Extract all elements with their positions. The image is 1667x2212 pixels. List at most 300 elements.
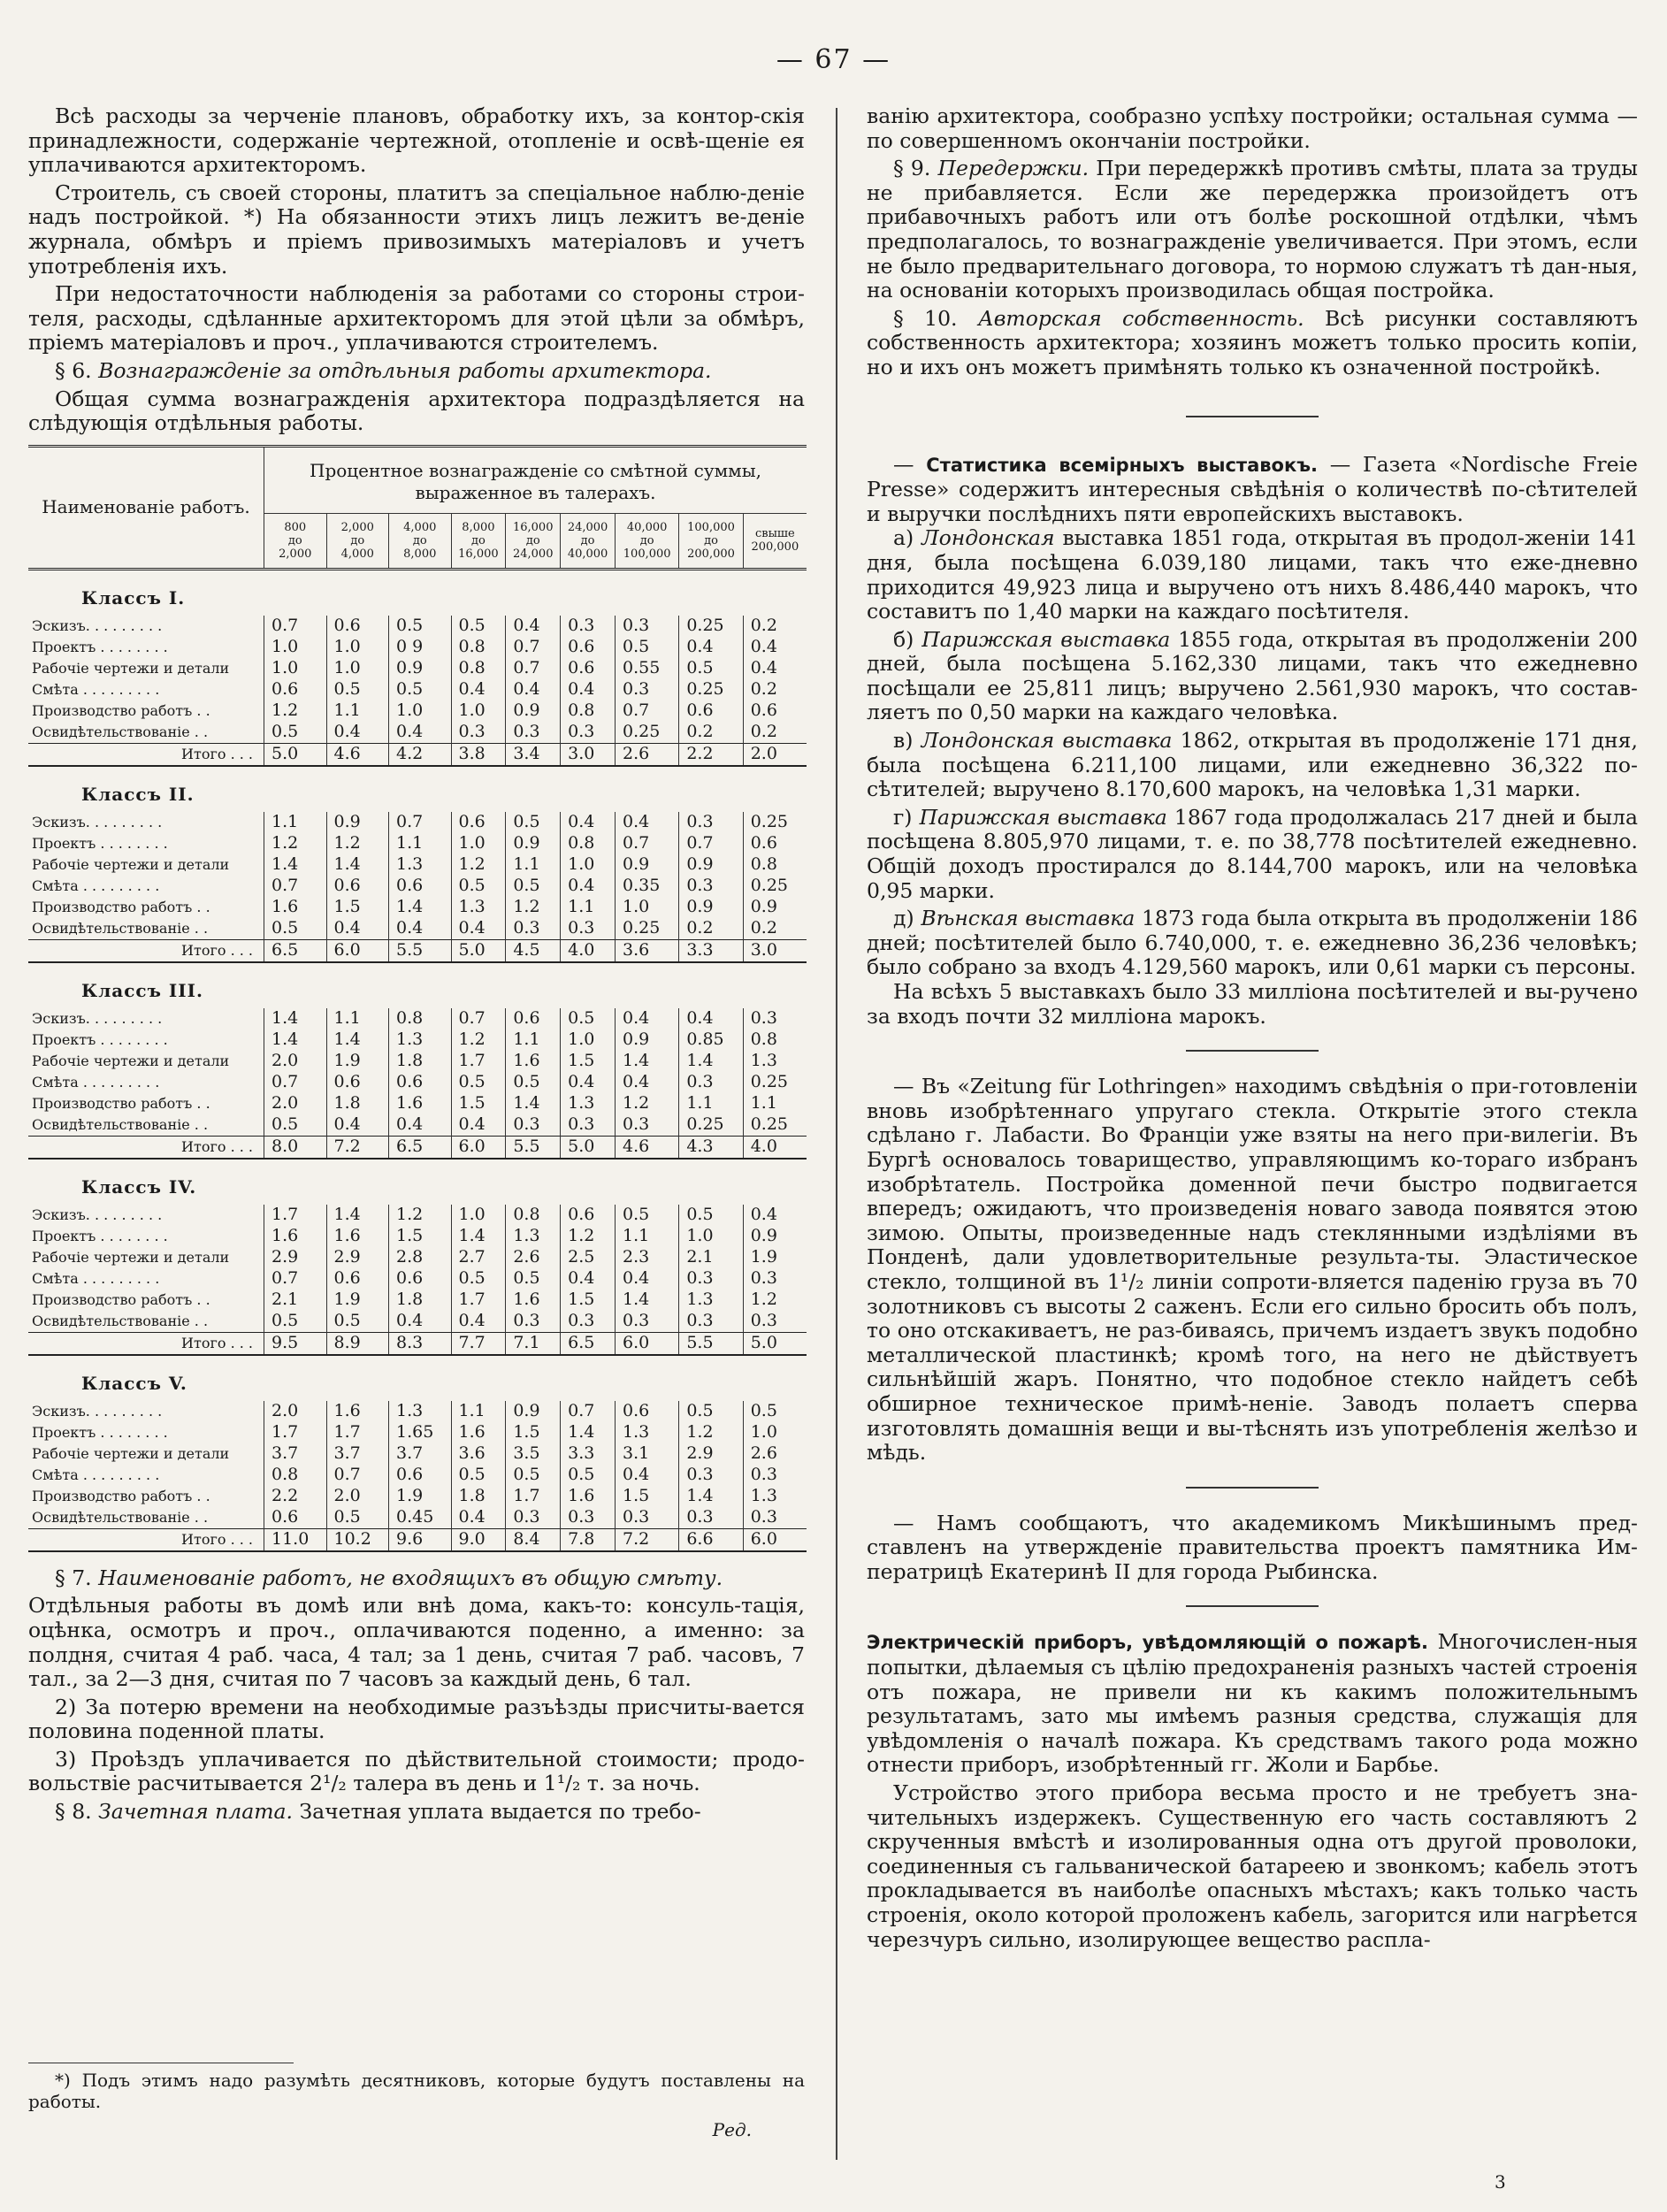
item-marker: а) [893, 525, 914, 551]
rate-cell: 0.3 [615, 616, 678, 637]
section-7-item-2: 2) За потерю времени на необходимые разъѣзды присчиты-вается половина поденной платы. [28, 1694, 805, 1744]
section-6-number: § 6. [55, 357, 92, 383]
rate-cell: 1.0 [326, 658, 389, 679]
range-part: 100,000 [623, 547, 671, 561]
class-title: Классъ V. [81, 1372, 187, 1394]
range-header [743, 513, 807, 569]
rate-cell: 0.5 [506, 1268, 561, 1290]
class-title: Классъ IV. [81, 1175, 197, 1198]
rate-cell: 1.1 [615, 1226, 678, 1247]
rate-cell: 0.5 [326, 1311, 389, 1333]
table-row [28, 1268, 807, 1290]
table-row [28, 1029, 807, 1051]
statistics-heading: Статистика всемірныхъ выставокъ. [926, 454, 1318, 476]
table-row [28, 854, 807, 876]
rate-cell: 0.3 [679, 1268, 743, 1290]
rate-cell: 0.25 [615, 722, 678, 744]
table-name-header: Наименованіе работъ. [28, 446, 264, 569]
rate-cell: 1.7 [451, 1290, 506, 1311]
rate-cell: 0.6 [451, 812, 506, 833]
rate-cell: 0.5 [326, 1507, 389, 1529]
rate-cell: 1.2 [389, 1205, 452, 1226]
rate-cell: 0.7 [264, 1072, 327, 1093]
rate-cell: 0.2 [743, 722, 807, 744]
rate-cell: 3.1 [615, 1443, 678, 1465]
rate-cell: 0.6 [561, 637, 616, 658]
rate-cell: 1.4 [679, 1486, 743, 1507]
item-marker: в) [893, 728, 914, 754]
work-name: Производство работъ . . [32, 899, 210, 916]
separator [1186, 416, 1319, 417]
rate-cell: 1.4 [326, 1205, 389, 1226]
total-cell: 4.6 [326, 743, 389, 766]
range-part: 24,000 [512, 547, 554, 561]
range-part: 200,000 [687, 547, 735, 561]
exhibition-name: Лондонская [921, 525, 1055, 551]
table-row [28, 1008, 807, 1029]
item-marker: д) [893, 906, 914, 931]
rate-cell: 0.7 [506, 658, 561, 679]
exhibition-text: 1862, открытая въ продолженіе 171 дня, была посѣщена 6.211,100 лицами, или ежедневно 36,322 по-сѣтителей; выручено 8.170,600 марокъ, на человѣка 1,31 марки. [867, 728, 1638, 802]
rate-cell: 0.4 [451, 1114, 506, 1137]
rate-cell: 0.5 [264, 1114, 327, 1137]
total-cell: 6.0 [326, 939, 389, 962]
rate-cell: 0.6 [743, 700, 807, 722]
rate-cell: 2.0 [264, 1401, 327, 1422]
range-header [389, 513, 452, 569]
exhibition-text: 1873 года была открыта въ продолженіи 186 дней; посѣтителей было 6.740,000, т. е. ежедневно 36,236 человѣкъ; было собрано за входъ 4.129,560 марокъ, или 0,61 марки съ персоны. [867, 906, 1638, 980]
rate-cell: 0.6 [326, 1268, 389, 1290]
rate-cell: 0.4 [389, 1311, 452, 1333]
rate-cell: 0.8 [389, 1008, 452, 1029]
rate-cell: 1.0 [264, 637, 327, 658]
section-8-title: Зачетная плата. [98, 1799, 293, 1825]
work-name: Эскизъ. . . . . . . . . [32, 1206, 163, 1224]
total-label: Итого . . . [28, 743, 264, 766]
rate-cell: 0.3 [743, 1465, 807, 1486]
footnote [28, 2070, 805, 2140]
exhibition-name: Вѣнская выставка [921, 906, 1136, 931]
rate-cell: 2.9 [326, 1247, 389, 1268]
rate-cell: 1.4 [326, 854, 389, 876]
rate-cell: 0.5 [264, 1311, 327, 1333]
rate-cell: 0.9 [679, 854, 743, 876]
rate-cell: 0.35 [615, 876, 678, 897]
total-cell: 7.1 [506, 1332, 561, 1355]
rate-cell: 0.3 [506, 1114, 561, 1137]
rate-cell: 0.3 [615, 1311, 678, 1333]
fee-table [28, 445, 807, 1552]
work-name: Проектъ . . . . . . . . [32, 1228, 168, 1245]
total-row [28, 1332, 807, 1355]
total-cell: 3.3 [679, 939, 743, 962]
total-cell: 7.2 [326, 1136, 389, 1159]
table-group-header: Процентное вознагражденіе со смѣтной суммы, выраженное въ талерахъ. [264, 446, 807, 513]
rate-cell: 1.7 [506, 1486, 561, 1507]
rate-cell: 1.1 [743, 1093, 807, 1114]
work-name: Освидѣтельствованіе . . [32, 1509, 209, 1527]
range-part: 2,000 [279, 547, 312, 561]
rate-cell: 0.6 [561, 658, 616, 679]
rate-cell: 0.4 [326, 722, 389, 744]
rate-cell: 1.6 [389, 1093, 452, 1114]
total-cell: 3.0 [561, 743, 616, 766]
rate-cell: 0.5 [451, 616, 506, 637]
exhibition-name: Лондонская выставка [921, 728, 1173, 754]
rate-cell: 1.4 [679, 1051, 743, 1072]
range-header [561, 513, 616, 569]
range-part: свыше [754, 527, 795, 541]
rate-cell: 1.5 [561, 1290, 616, 1311]
rate-cell: 1.4 [264, 1008, 327, 1029]
rate-cell: 0.3 [679, 1465, 743, 1486]
total-cell: 7.7 [451, 1332, 506, 1355]
range-part: 40,000 [567, 547, 608, 561]
rate-cell: 0.9 [679, 897, 743, 918]
rate-cell: 1.6 [326, 1401, 389, 1422]
rate-cell: 0.9 [506, 833, 561, 854]
class-title-row [28, 569, 807, 616]
class-title: Классъ II. [81, 783, 195, 805]
range-header [679, 513, 743, 569]
rate-cell: 0.6 [326, 876, 389, 897]
range-part: 200,000 [751, 540, 799, 555]
total-cell: 4.5 [506, 939, 561, 962]
rate-cell: 1.8 [451, 1486, 506, 1507]
work-name: Проектъ . . . . . . . . [32, 1031, 168, 1049]
range-part: до [580, 533, 595, 547]
rate-cell: 1.6 [264, 897, 327, 918]
page-number: — 67 — [776, 44, 891, 75]
rate-cell: 1.0 [743, 1422, 807, 1443]
rate-cell: 1.1 [451, 1401, 506, 1422]
range-part: до [639, 533, 654, 547]
rate-cell: 0.5 [451, 876, 506, 897]
glass-article: — Въ «Zeitung für Lothringen» находимъ свѣдѣнія о при-готовленіи вновь изобрѣтеннаго упругаго стекла. Открытіе этого стекла сдѣлано г. Лабасти. Во Франціи уже взяты на него при-вилегіи. Въ Бургѣ основалось товарищество, управляющимъ ко-тораго избранъ изобрѣтатель. Постройка доменной печи быстро подвигается впередъ; ожидаютъ, что произведенія новаго завода появятся этою зимою. Опыты, произведенные надъ стеклянными издѣліями въ Понденѣ, дали удовлетворительные результа-ты. Эластическое стекло, толщиной въ 1¹/₂ линіи сопроти-вляется паденію груза въ 70 золотниковъ съ высоты 2 саженъ. Если его сильно бросить объ полъ, то оно отскакиваетъ, не раз-биваясь, причемъ издаетъ звукъ подобно металлической пластинкѣ; кромѣ того, на него не дѣйствуетъ сильнѣйшій жаръ. Понятно, что подобное стекло найдетъ себѣ обширное техническое примѣ-неніе. Заводъ полаетъ сперва изготовлять домашнія вещи и вы-тѣснять изъ употребленія желѣзо и мѣдь. [867, 1074, 1638, 1466]
rate-cell: 1.5 [506, 1422, 561, 1443]
table-row [28, 1114, 807, 1137]
statistics-dash: — [893, 451, 914, 477]
table-row [28, 1507, 807, 1529]
section-8-heading [28, 1800, 805, 1825]
rate-cell: 0.6 [264, 1507, 327, 1529]
rate-cell: 1.9 [389, 1486, 452, 1507]
table-row [28, 1051, 807, 1072]
total-cell: 5.0 [451, 939, 506, 962]
statistics-intro: — Газета «Nordische Freie Presse» содержитъ интересныя свѣдѣнія о количествѣ по-сѣтителей и выручки послѣднихъ пяти европейскихъ выставокъ. [867, 451, 1638, 526]
rate-cell: 0.4 [451, 679, 506, 700]
total-cell: 2.0 [743, 743, 807, 766]
rate-cell: 0.3 [679, 876, 743, 897]
rate-cell: 1.4 [326, 1029, 389, 1051]
rate-cell: 0.25 [743, 812, 807, 833]
rate-cell: 0.25 [679, 616, 743, 637]
rate-cell: 0.8 [451, 658, 506, 679]
rate-cell: 0.4 [389, 918, 452, 940]
section-7-heading [28, 1566, 805, 1591]
total-cell: 5.0 [561, 1136, 616, 1159]
total-row [28, 743, 807, 766]
separator [1186, 1487, 1319, 1489]
exhibition-name: Парижская выставка [919, 804, 1167, 830]
rate-cell: 0.8 [561, 700, 616, 722]
rate-cell: 0.8 [506, 1205, 561, 1226]
fire-article [867, 1630, 1638, 1778]
rate-cell: 0.4 [615, 1268, 678, 1290]
rate-cell: 3.7 [326, 1443, 389, 1465]
work-name: Рабочіе чертежи и детали [32, 1052, 230, 1070]
rate-cell: 1.9 [743, 1247, 807, 1268]
rate-cell: 0.6 [679, 700, 743, 722]
work-name: Эскизъ. . . . . . . . . [32, 617, 163, 635]
work-name: Смѣта . . . . . . . . . [32, 681, 160, 699]
rate-cell: 0.6 [743, 833, 807, 854]
rate-cell: 1.7 [451, 1051, 506, 1072]
rate-cell: 0.25 [679, 679, 743, 700]
item-marker: г) [893, 804, 913, 830]
total-cell: 4.6 [615, 1136, 678, 1159]
rate-cell: 1.3 [561, 1093, 616, 1114]
table-row [28, 1465, 807, 1486]
total-cell: 4.0 [743, 1136, 807, 1159]
rate-cell: 1.2 [506, 897, 561, 918]
rate-cell: 1.4 [506, 1093, 561, 1114]
range-header [264, 513, 327, 569]
total-cell: 5.0 [743, 1332, 807, 1355]
rate-cell: 0.5 [679, 1401, 743, 1422]
work-name: Смѣта . . . . . . . . . [32, 877, 160, 895]
total-cell: 6.5 [264, 939, 327, 962]
rate-cell: 0.55 [615, 658, 678, 679]
rate-cell: 0.4 [326, 918, 389, 940]
total-cell: 6.6 [679, 1528, 743, 1551]
rate-cell: 0.3 [679, 1311, 743, 1333]
statistics-list [867, 526, 1638, 980]
section-8-text: Зачетная уплата выдается по требо- [299, 1799, 701, 1825]
fire-text-continued: Устройство этого прибора весьма просто и не требуетъ зна-чительныхъ издержекъ. Существенную его часть составляютъ 2 скрученныя вмѣстѣ и изолированныя одна отъ другой проволоки, соединенныя съ гальванической батареею и звонкомъ; кабель этотъ прокладывается въ наиболѣе опасныхъ мѣстахъ; какъ только часть строенія, около которой проложенъ кабель, загорится или нагрѣется черезчуръ сильно, изолирующее вещество распла- [867, 1780, 1638, 1952]
rate-cell: 0.4 [451, 1311, 506, 1333]
table-row [28, 1247, 807, 1268]
class-title-row [28, 1355, 807, 1401]
total-cell: 3.4 [506, 743, 561, 766]
rate-cell: 1.4 [264, 1029, 327, 1051]
rate-cell: 3.5 [506, 1443, 561, 1465]
range-part: 16,000 [458, 547, 499, 561]
section-10-number: § 10. [893, 305, 958, 331]
work-name: Проектъ . . . . . . . . [32, 639, 168, 656]
rate-cell: 0.8 [561, 833, 616, 854]
total-cell: 8.3 [389, 1332, 452, 1355]
paragraph-supervision: При недостаточности наблюденія за работами со стороны строи-теля, расходы, сдѣланные архитекторомъ для этой цѣли за обмѣръ, пріемъ матеріаловъ и проч., уплачиваются строителемъ. [28, 281, 805, 356]
range-header [326, 513, 389, 569]
rate-cell: 1.3 [506, 1226, 561, 1247]
range-header [506, 513, 561, 569]
rate-cell: 2.0 [264, 1093, 327, 1114]
range-part: 8,000 [462, 520, 495, 534]
rate-cell: 1.6 [326, 1226, 389, 1247]
section-6-heading [28, 359, 805, 384]
table-row [28, 1205, 807, 1226]
rate-cell: 0.4 [389, 722, 452, 744]
rate-cell: 0.6 [389, 876, 452, 897]
total-label: Итого . . . [28, 1136, 264, 1159]
work-name: Освидѣтельствованіе . . [32, 920, 209, 938]
total-row [28, 1528, 807, 1551]
total-cell: 6.5 [389, 1136, 452, 1159]
rate-cell: 0.5 [451, 1268, 506, 1290]
rate-cell: 0.25 [743, 876, 807, 897]
table-row [28, 812, 807, 833]
total-cell: 2.2 [679, 743, 743, 766]
table-header-row [28, 446, 807, 513]
rate-cell: 3.3 [561, 1443, 616, 1465]
work-name: Смѣта . . . . . . . . . [32, 1466, 160, 1484]
rate-cell: 1.8 [389, 1051, 452, 1072]
rate-cell: 1.2 [451, 854, 506, 876]
rate-cell: 1.2 [264, 700, 327, 722]
rate-cell: 0.7 [679, 833, 743, 854]
rate-cell: 1.3 [743, 1486, 807, 1507]
rate-cell: 2.3 [615, 1247, 678, 1268]
rate-cell: 0.9 [506, 700, 561, 722]
rate-cell: 0.6 [561, 1205, 616, 1226]
section-6-text: Общая сумма вознагражденія архитектора подраздѣляется на слѣдующія отдѣльныя работы. [28, 386, 805, 436]
rate-cell: 1.4 [451, 1226, 506, 1247]
rate-cell: 0.3 [615, 1114, 678, 1137]
rate-cell: 2.9 [679, 1443, 743, 1465]
rate-cell: 0.4 [561, 876, 616, 897]
table-row [28, 1422, 807, 1443]
rate-cell: 0.4 [615, 812, 678, 833]
rate-cell: 1.0 [389, 700, 452, 722]
rate-cell: 0.3 [743, 1268, 807, 1290]
rate-cell: 2.6 [506, 1247, 561, 1268]
section-10-title: Авторская собственность. [977, 305, 1304, 331]
work-name: Проектъ . . . . . . . . [32, 1424, 168, 1442]
rate-cell: 0.4 [743, 658, 807, 679]
total-cell: 6.0 [615, 1332, 678, 1355]
table-row [28, 1093, 807, 1114]
total-row [28, 1136, 807, 1159]
rate-cell: 0.25 [679, 1114, 743, 1137]
rate-cell: 0.7 [264, 1268, 327, 1290]
rate-cell: 0.3 [561, 722, 616, 744]
rate-cell: 1.0 [561, 1029, 616, 1051]
rate-cell: 0.5 [743, 1401, 807, 1422]
total-cell: 6.5 [561, 1332, 616, 1355]
total-cell: 8.9 [326, 1332, 389, 1355]
rate-cell: 0.4 [615, 1465, 678, 1486]
exhibition-text: 1867 года продолжалась 217 дней и была посѣщена 8.805,970 лицами, т. е. по 38,778 посѣтителей ежедневно. Общій доходъ простирался до 8.144,700 марокъ, или на человѣка 0,95 марки. [867, 804, 1638, 903]
rate-cell: 0.4 [561, 679, 616, 700]
rate-cell: 1.7 [264, 1422, 327, 1443]
range-header [451, 513, 506, 569]
rate-cell: 0.5 [326, 679, 389, 700]
rate-cell: 0.4 [561, 812, 616, 833]
rate-cell: 0.4 [451, 918, 506, 940]
total-cell: 4.0 [561, 939, 616, 962]
range-part: до [350, 533, 365, 547]
rate-cell: 1.1 [326, 700, 389, 722]
rate-cell: 0.85 [679, 1029, 743, 1051]
rate-cell: 0.8 [451, 637, 506, 658]
rate-cell: 0.4 [615, 1072, 678, 1093]
total-cell: 9.0 [451, 1528, 506, 1551]
rate-cell: 0.2 [743, 616, 807, 637]
column-rule [836, 108, 837, 2160]
total-label: Итого . . . [28, 1528, 264, 1551]
monument-article: — Намъ сообщаютъ, что академикомъ Микѣшинымъ пред-ставленъ на утвержденіе правительства проектъ памятника Им-ператрицѣ Екатеринѣ II для города Рыбинска. [867, 1510, 1638, 1584]
rate-cell: 0.3 [679, 1507, 743, 1529]
rate-cell: 0.5 [506, 812, 561, 833]
rate-cell: 0.7 [264, 616, 327, 637]
rate-cell: 0.4 [679, 1008, 743, 1029]
rate-cell: 0.3 [506, 1311, 561, 1333]
section-9 [867, 157, 1638, 303]
table-row [28, 637, 807, 658]
rate-cell: 0.25 [615, 918, 678, 940]
rate-cell: 0.8 [743, 854, 807, 876]
rate-cell: 0.6 [389, 1268, 452, 1290]
rate-cell: 1.2 [264, 833, 327, 854]
table-row [28, 918, 807, 940]
rate-cell: 1.0 [326, 637, 389, 658]
table-row [28, 1443, 807, 1465]
rate-cell: 1.4 [615, 1290, 678, 1311]
separator [1186, 1050, 1319, 1052]
rate-cell: 0.3 [679, 1072, 743, 1093]
rate-cell: 1.4 [389, 897, 452, 918]
work-name: Производство работъ . . [32, 1291, 210, 1309]
printer-signature: 3 [1495, 2171, 1506, 2193]
left-column [28, 104, 805, 1825]
separator [1186, 1605, 1319, 1607]
rate-cell: 1.5 [389, 1226, 452, 1247]
rate-cell: 0.7 [389, 812, 452, 833]
rate-cell: 0.4 [561, 1072, 616, 1093]
table-row [28, 1401, 807, 1422]
rate-cell: 0.3 [615, 679, 678, 700]
range-part: 800 [284, 520, 307, 534]
work-name: Освидѣтельствованіе . . [32, 1313, 209, 1330]
rate-cell: 0.9 [326, 812, 389, 833]
rate-cell: 1.1 [326, 1008, 389, 1029]
rate-cell: 0.3 [743, 1507, 807, 1529]
rate-cell: 1.4 [561, 1422, 616, 1443]
total-cell: 5.5 [679, 1332, 743, 1355]
rate-cell: 1.1 [679, 1093, 743, 1114]
rate-cell: 0.2 [743, 679, 807, 700]
rate-cell: 1.0 [264, 658, 327, 679]
rate-cell: 0.6 [615, 1401, 678, 1422]
work-name: Освидѣтельствованіе . . [32, 723, 209, 741]
rate-cell: 1.2 [743, 1290, 807, 1311]
rate-cell: 1.1 [264, 812, 327, 833]
rate-cell: 0.6 [506, 1008, 561, 1029]
rate-cell: 0.9 [615, 1029, 678, 1051]
section-9-number: § 9. [893, 156, 931, 181]
work-name: Проектъ . . . . . . . . [32, 835, 168, 853]
total-cell: 11.0 [264, 1528, 327, 1551]
rate-cell: 1.8 [326, 1093, 389, 1114]
rate-cell: 0.2 [679, 918, 743, 940]
right-column [867, 104, 1638, 1952]
work-name: Эскизъ. . . . . . . . . [32, 1010, 163, 1028]
total-label: Итого . . . [28, 939, 264, 962]
statistics-article [867, 453, 1638, 527]
rate-cell: 0.5 [506, 1465, 561, 1486]
class-title: Классъ III. [81, 979, 203, 1001]
